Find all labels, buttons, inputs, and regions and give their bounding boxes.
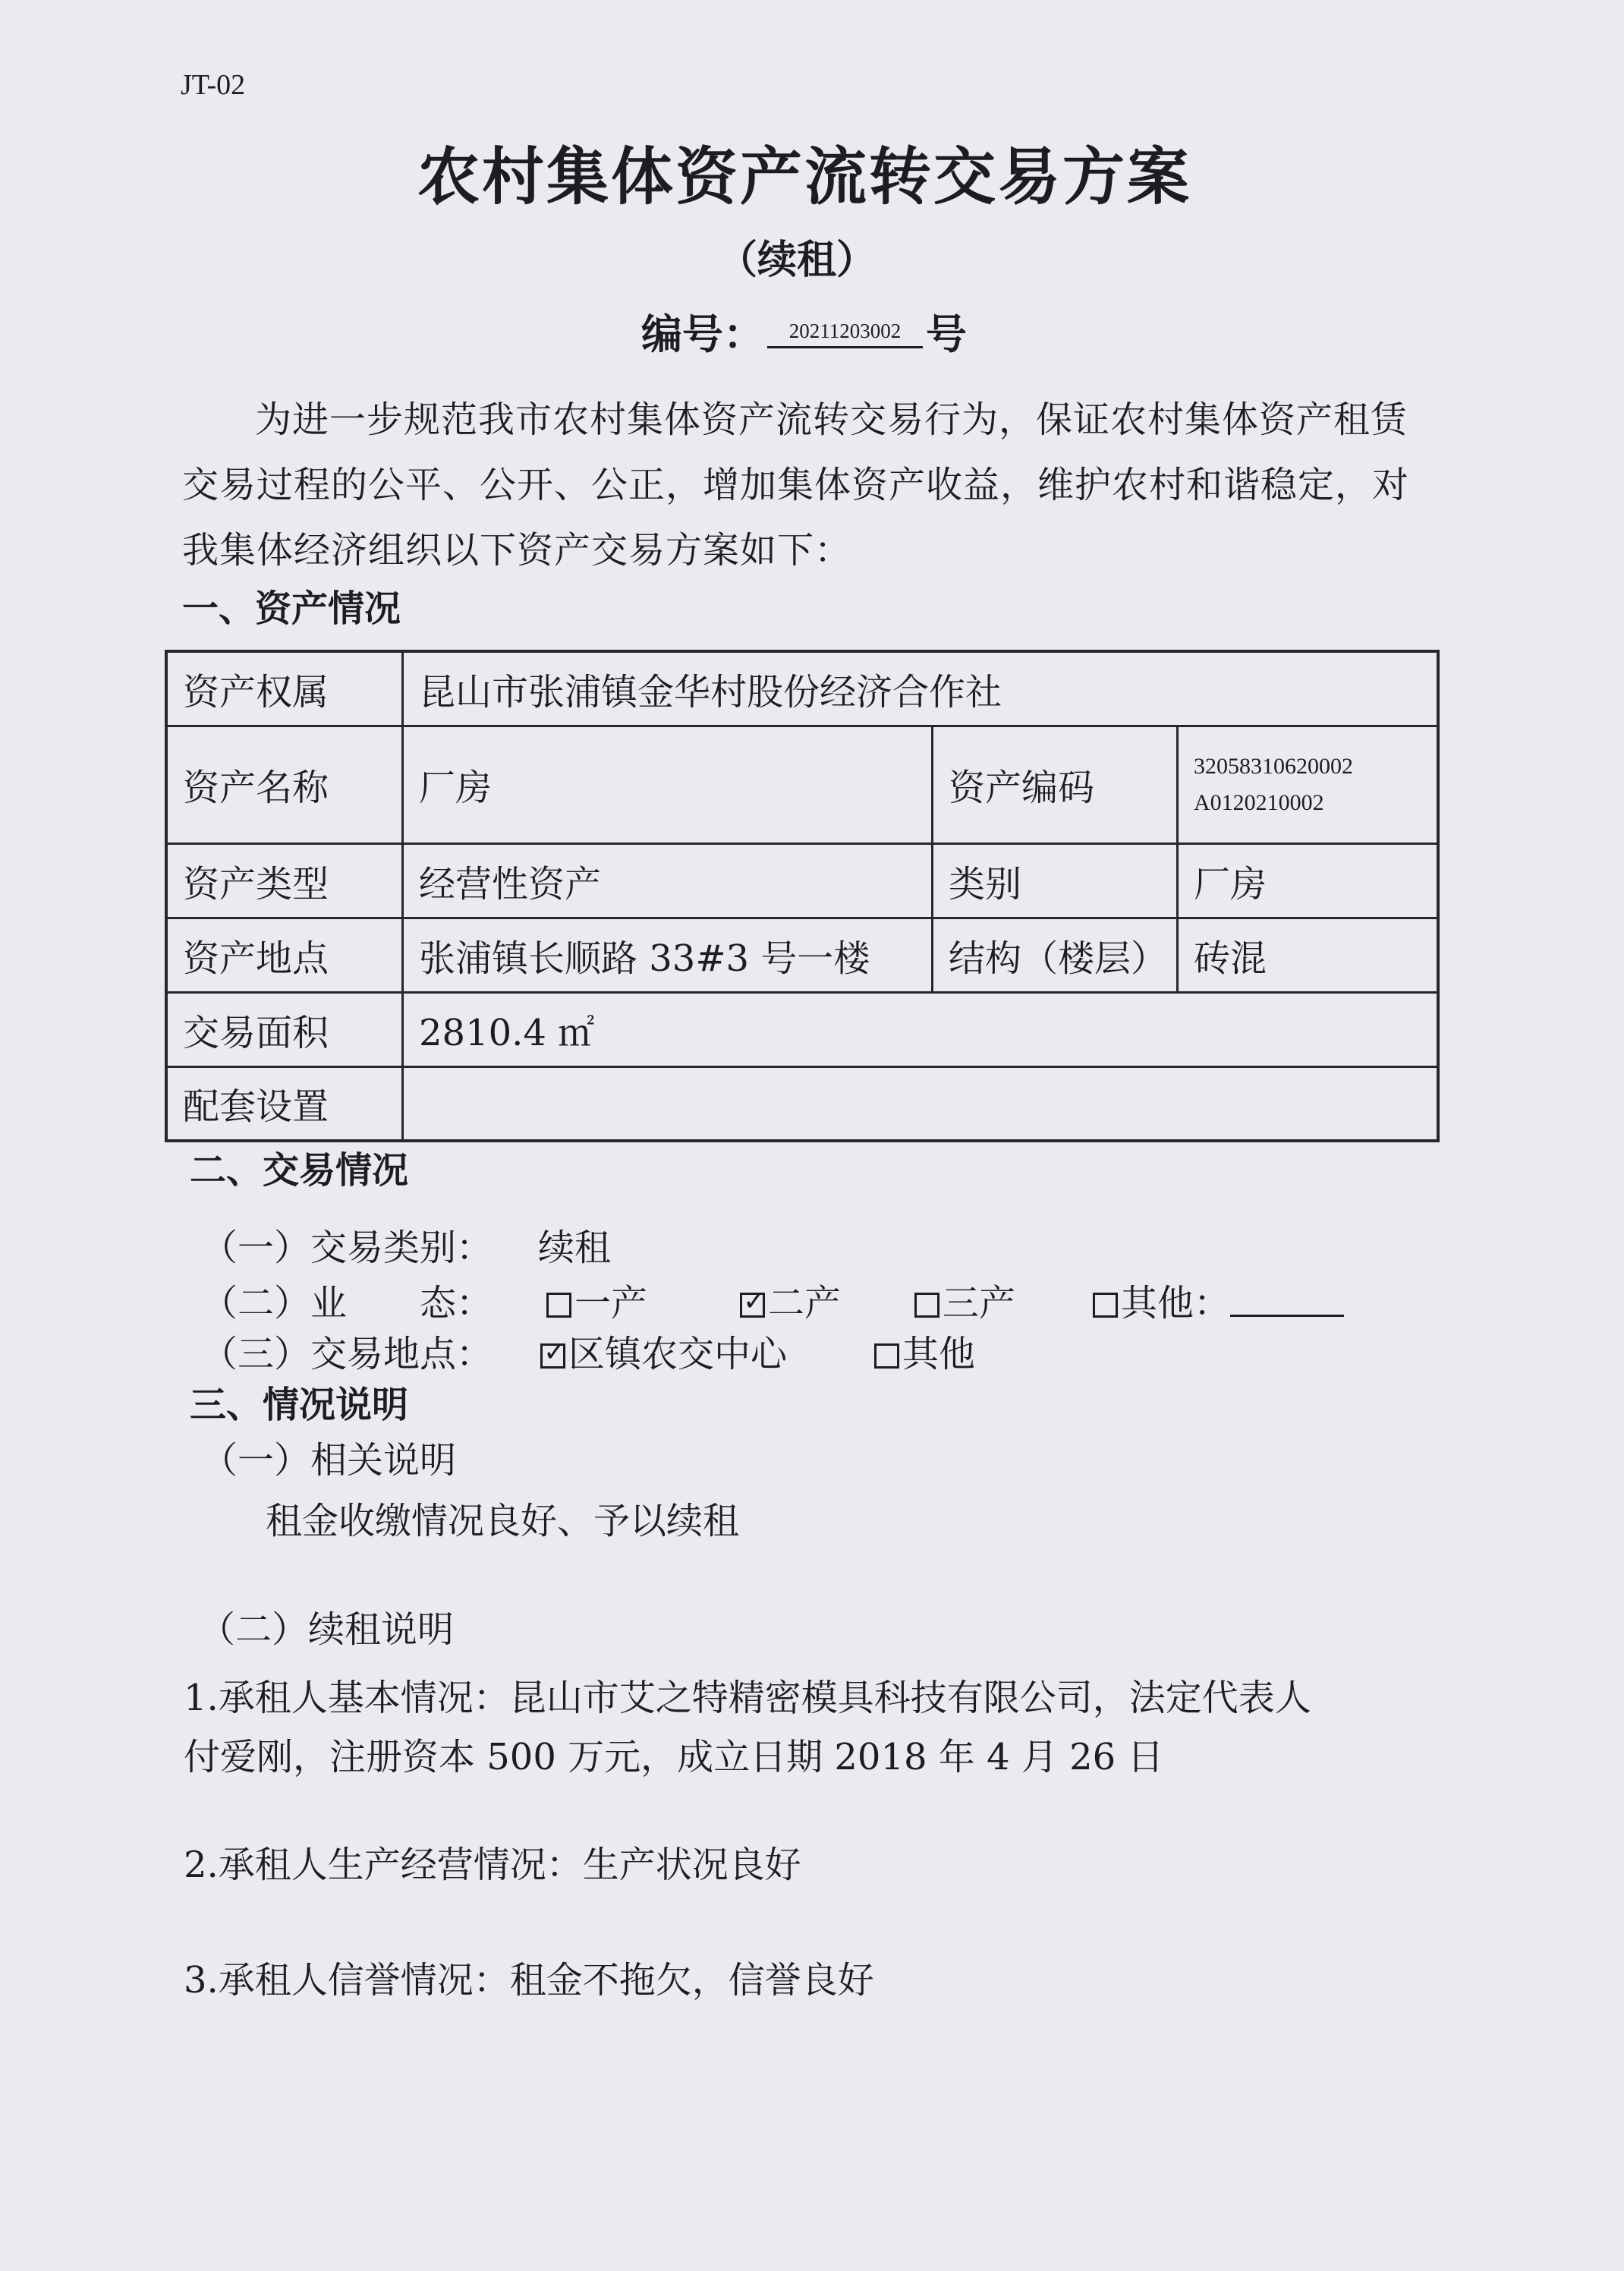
trade-place-label: （三）交易地点： [201,1333,493,1375]
intro-paragraph: 为进一步规范我市农村集体资产流转交易行为，保证农村集体资产租赁交易过程的公平、公开、公正，增加集体资产收益，维护农村和谐稳定，对我集体经济组织以下资产交易方案如下： [182,398,1410,572]
number-value: 20211203002 [767,320,923,348]
place-option-label: 区镇农交中心 [568,1333,788,1375]
checkbox-icon[interactable] [914,1293,939,1318]
structure-label: 结构（楼层） [933,918,1178,992]
section-heading-assets: 一、资产情况 [182,587,401,630]
owner-label: 资产权属 [166,651,403,726]
business-option-label: 一产 [574,1282,648,1324]
number-label: 编号： [641,310,764,358]
page-title: 农村集体资产流转交易方案 [417,141,1191,213]
business-option-label: 其他： [1121,1282,1231,1324]
location-label: 资产地点 [166,918,403,992]
checked-checkbox-icon[interactable] [740,1293,765,1318]
section-heading-notes: 三、情况说明 [190,1384,409,1426]
checked-checkbox-icon[interactable] [540,1343,565,1369]
type-value: 经营性资产 [403,843,933,918]
code-line-2: A0120210002 [1194,789,1324,815]
notes-sub-heading-2: （二）续租说明 [199,1608,455,1651]
asset-table [165,650,1440,1142]
table-row [166,918,1438,992]
table-row [166,992,1438,1066]
business-option-label: 三产 [943,1282,1016,1324]
area-value: 2810.4 ㎡ [403,992,1439,1066]
code-line-1: 32058310620002 [1194,753,1353,779]
name-label: 资产名称 [166,726,403,843]
table-row [166,651,1438,726]
tenant-credit: 3.承租人信誉情况：租金不拖欠，信誉良好 [184,1959,874,2002]
location-value: 张浦镇长顺路 33#3 号一楼 [403,918,933,992]
business-option-label: 二产 [768,1282,842,1324]
tenant-operation: 2.承租人生产经营情况：生产状况良好 [184,1844,801,1886]
type-label: 资产类型 [166,843,403,918]
checkbox-icon[interactable] [874,1343,899,1369]
notes-sub-heading-1: （一）相关说明 [201,1439,457,1482]
table-row [166,1066,1438,1141]
place-option-other[interactable] [874,1324,975,1377]
business-option-primary[interactable] [546,1274,647,1326]
document-number [641,302,967,361]
code-value [1178,726,1439,843]
page-subtitle: （续租） [717,238,876,283]
table-row [166,843,1438,918]
facilities-value [403,1066,1439,1141]
business-option-other[interactable] [1093,1274,1344,1326]
category-label: 类别 [933,843,1178,918]
area-label: 交易面积 [166,992,403,1066]
trade-kind-value: 续租 [538,1227,612,1269]
tenant-info-line-1: 1.承租人基本情况：昆山市艾之特精密模具科技有限公司，法定代表人 [184,1677,1311,1719]
checkbox-icon[interactable] [546,1293,571,1318]
other-blank-line[interactable] [1230,1287,1344,1317]
place-option-center[interactable] [540,1324,787,1377]
section-heading-trade: 二、交易情况 [190,1149,409,1192]
business-option-tertiary[interactable] [914,1274,1015,1326]
trade-kind-row [201,1218,611,1271]
tenant-info-line-2: 付爱刚，注册资本 500 万元，成立日期 2018 年 4 月 26 日 [184,1736,1164,1778]
facilities-label: 配套设置 [166,1066,403,1141]
trade-kind-label: （一）交易类别： [201,1227,493,1269]
business-type-label: （二）业 态： [201,1282,493,1324]
structure-value: 砖混 [1178,918,1439,992]
number-suffix: 号 [926,310,967,358]
table-row [166,726,1438,843]
checkbox-icon[interactable] [1093,1293,1118,1318]
owner-value: 昆山市张浦镇金华村股份经济合作社 [403,651,1439,726]
document-code: JT-02 [181,69,246,101]
code-label: 资产编码 [933,726,1178,843]
name-value: 厂房 [403,726,933,843]
business-option-secondary[interactable] [740,1274,841,1326]
notes-sub-text-1: 租金收缴情况良好、予以续租 [266,1500,740,1542]
category-value: 厂房 [1178,843,1439,918]
place-option-label: 其他 [902,1333,976,1375]
